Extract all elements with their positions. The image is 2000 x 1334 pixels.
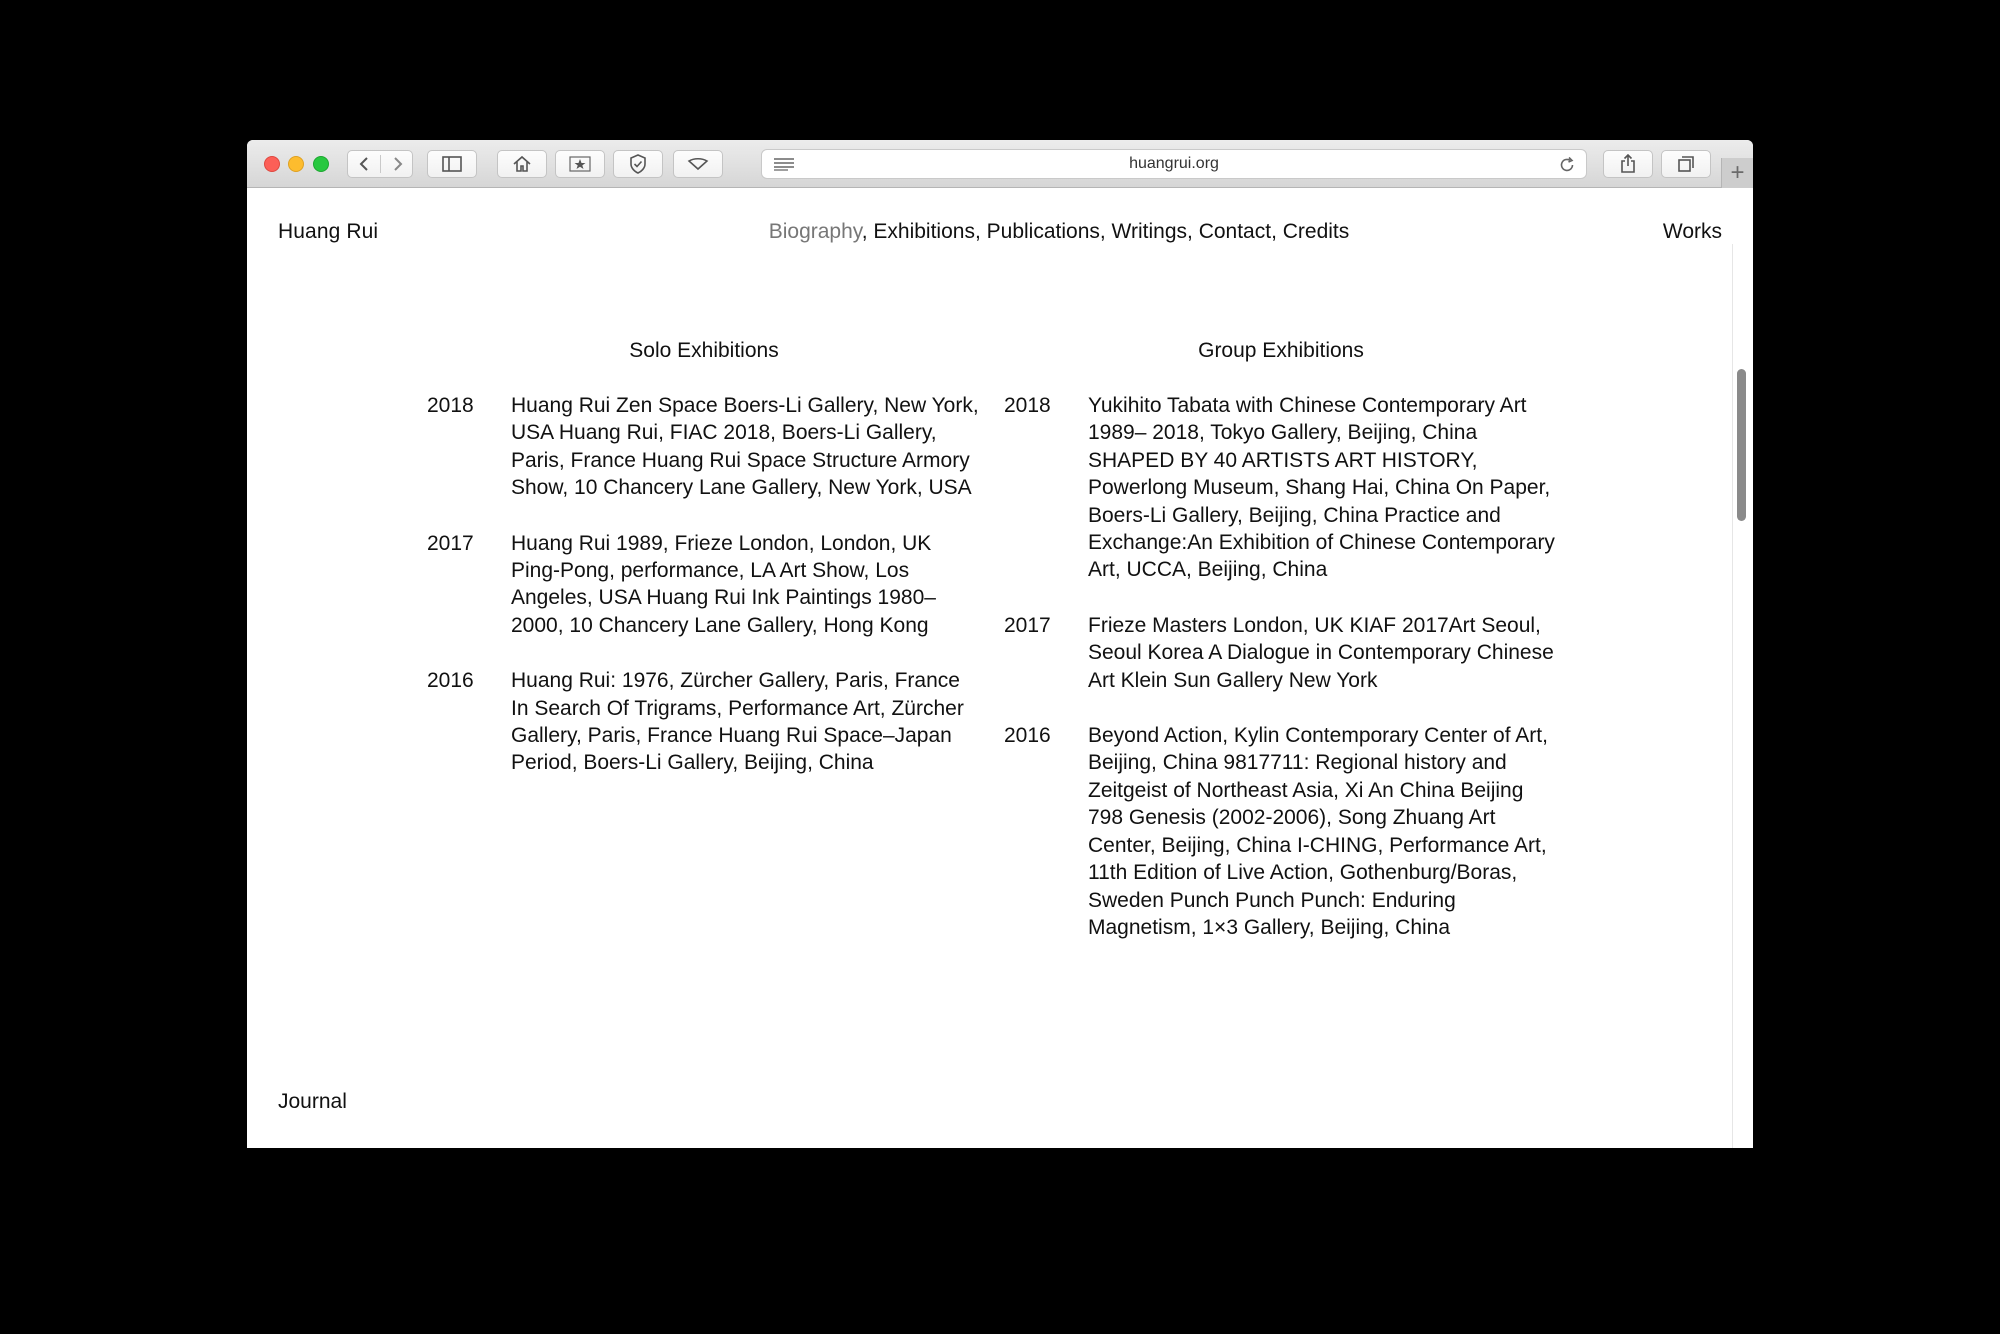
browser-toolbar [247, 140, 1753, 188]
entry-year: 2017 [1004, 613, 1051, 637]
group-exhibitions-column [1004, 337, 1558, 969]
entry-year: 2018 [427, 394, 474, 417]
solo-exhibitions-heading: Solo Exhibitions [629, 339, 779, 362]
home-button[interactable] [497, 150, 547, 178]
new-tab-button[interactable] [1721, 158, 1753, 188]
list-item [427, 530, 981, 640]
sidebar-button[interactable] [427, 150, 477, 178]
tabs-icon [1677, 155, 1695, 173]
works-link[interactable]: Works [1662, 220, 1722, 243]
nav-separator: , [1271, 220, 1283, 243]
entry-year: 2018 [1004, 394, 1051, 417]
entry-text: Beyond Action, Kylin Contemporary Center of Art, Beijing, China 9817711: Regional history and Zeitgeist of Northeast Asia, Xi An China Beijing 798 Genesis (2002-2006), Song Zhuang Art Center, Beijing, China I-CHING, Performance Art, 11th Edition of Live Action, Gothenburg/Boras, Sweden Punch Punch Punch: Enduring Magnetism, 1×3 Gallery, Beijing, China [1088, 724, 1548, 939]
back-forward-group [347, 150, 413, 178]
sidebar-icon [442, 156, 462, 172]
nav-separator: , [1187, 220, 1199, 243]
entry-year: 2016 [427, 669, 474, 693]
share-button[interactable] [1603, 150, 1653, 178]
cloud-icon [687, 157, 709, 171]
list-item [427, 667, 981, 777]
entry-text: Huang Rui: 1976, Zürcher Gallery, Paris, France In Search Of Trigrams, Performance Art, Zürcher Gallery, Paris, France Huang Rui Space–Japan Period, Boers-Li Gallery, Beijing, China [511, 669, 964, 775]
entry-text: Huang Rui 1989, Frieze London, London, UK Ping-Pong, performance, LA Art Show, Los Angeles, USA Huang Rui Ink Paintings 1980–2000, 10 Chancery Lane Gallery, Hong Kong [511, 531, 936, 637]
share-icon [1620, 154, 1636, 174]
address-bar[interactable] [761, 149, 1587, 179]
entry-text: Huang Rui Zen Space Boers-Li Gallery, New York, USA Huang Rui, FIAC 2018, Boers-Li Gallery, Paris, France Huang Rui Space Structure Armory Show, 10 Chancery Lane Gallery, New York, USA [511, 394, 979, 500]
nav-separator: , [974, 220, 987, 243]
scrollbar-track[interactable] [1732, 244, 1733, 1148]
nav-separator: , [861, 220, 874, 243]
plus-icon: + [1730, 159, 1745, 186]
page-content [247, 188, 1753, 1148]
nav-exhibitions[interactable]: Exhibitions [873, 220, 975, 243]
bookmark-icon [569, 156, 591, 172]
home-icon [512, 155, 532, 173]
scrollbar-thumb[interactable] [1737, 369, 1746, 521]
nav-contact[interactable]: Contact [1198, 220, 1272, 243]
maximize-window-button[interactable] [313, 156, 329, 172]
entry-year: 2016 [1004, 724, 1051, 748]
nav-separator: , [1099, 220, 1112, 243]
nav-publications[interactable]: Publications [986, 220, 1100, 243]
entry-year: 2017 [427, 531, 474, 555]
journal-link[interactable]: Journal [278, 1090, 347, 1113]
nav-credits[interactable]: Credits [1282, 220, 1350, 243]
back-icon[interactable] [358, 156, 372, 172]
shield-icon [629, 154, 647, 174]
entry-text: Frieze Masters London, UK KIAF 2017Art Seoul, Seoul Korea A Dialogue in Contemporary Chinese Art Klein Sun Gallery New York [1088, 613, 1554, 692]
entry-text: Yukihito Tabata with Chinese Contemporary Art 1989– 2018, Tokyo Gallery, Beijing, China SHAPED BY 40 ARTISTS ART HISTORY, Powerlong Museum, Shang Hai, China On Paper, Boers-Li Gallery, Beijing, China Practice and Exchange:An Exhibition of Chinese Contemporary Art, UCCA, Beijing, China [1088, 394, 1555, 582]
close-window-button[interactable] [264, 156, 280, 172]
url-text[interactable]: huangrui.org [1129, 155, 1219, 172]
nav-writings[interactable]: Writings [1111, 220, 1188, 243]
minimize-window-button[interactable] [288, 156, 304, 172]
privacy-button[interactable] [613, 150, 663, 178]
list-item [1004, 392, 1558, 584]
site-title[interactable]: Huang Rui [278, 220, 379, 243]
list-item [1004, 722, 1558, 941]
forward-icon[interactable] [390, 156, 404, 172]
bookmark-button[interactable] [555, 150, 605, 178]
reload-icon[interactable] [1558, 156, 1576, 179]
show-tabs-button[interactable] [1661, 150, 1711, 178]
solo-exhibitions-column [427, 337, 981, 805]
list-item [1004, 612, 1558, 694]
main-nav [689, 220, 1429, 244]
nav-biography[interactable]: Biography [768, 220, 862, 243]
cloud-tabs-button[interactable] [673, 150, 723, 178]
browser-window [247, 140, 1753, 1148]
group-exhibitions-heading: Group Exhibitions [1198, 339, 1364, 362]
list-item [427, 392, 981, 502]
